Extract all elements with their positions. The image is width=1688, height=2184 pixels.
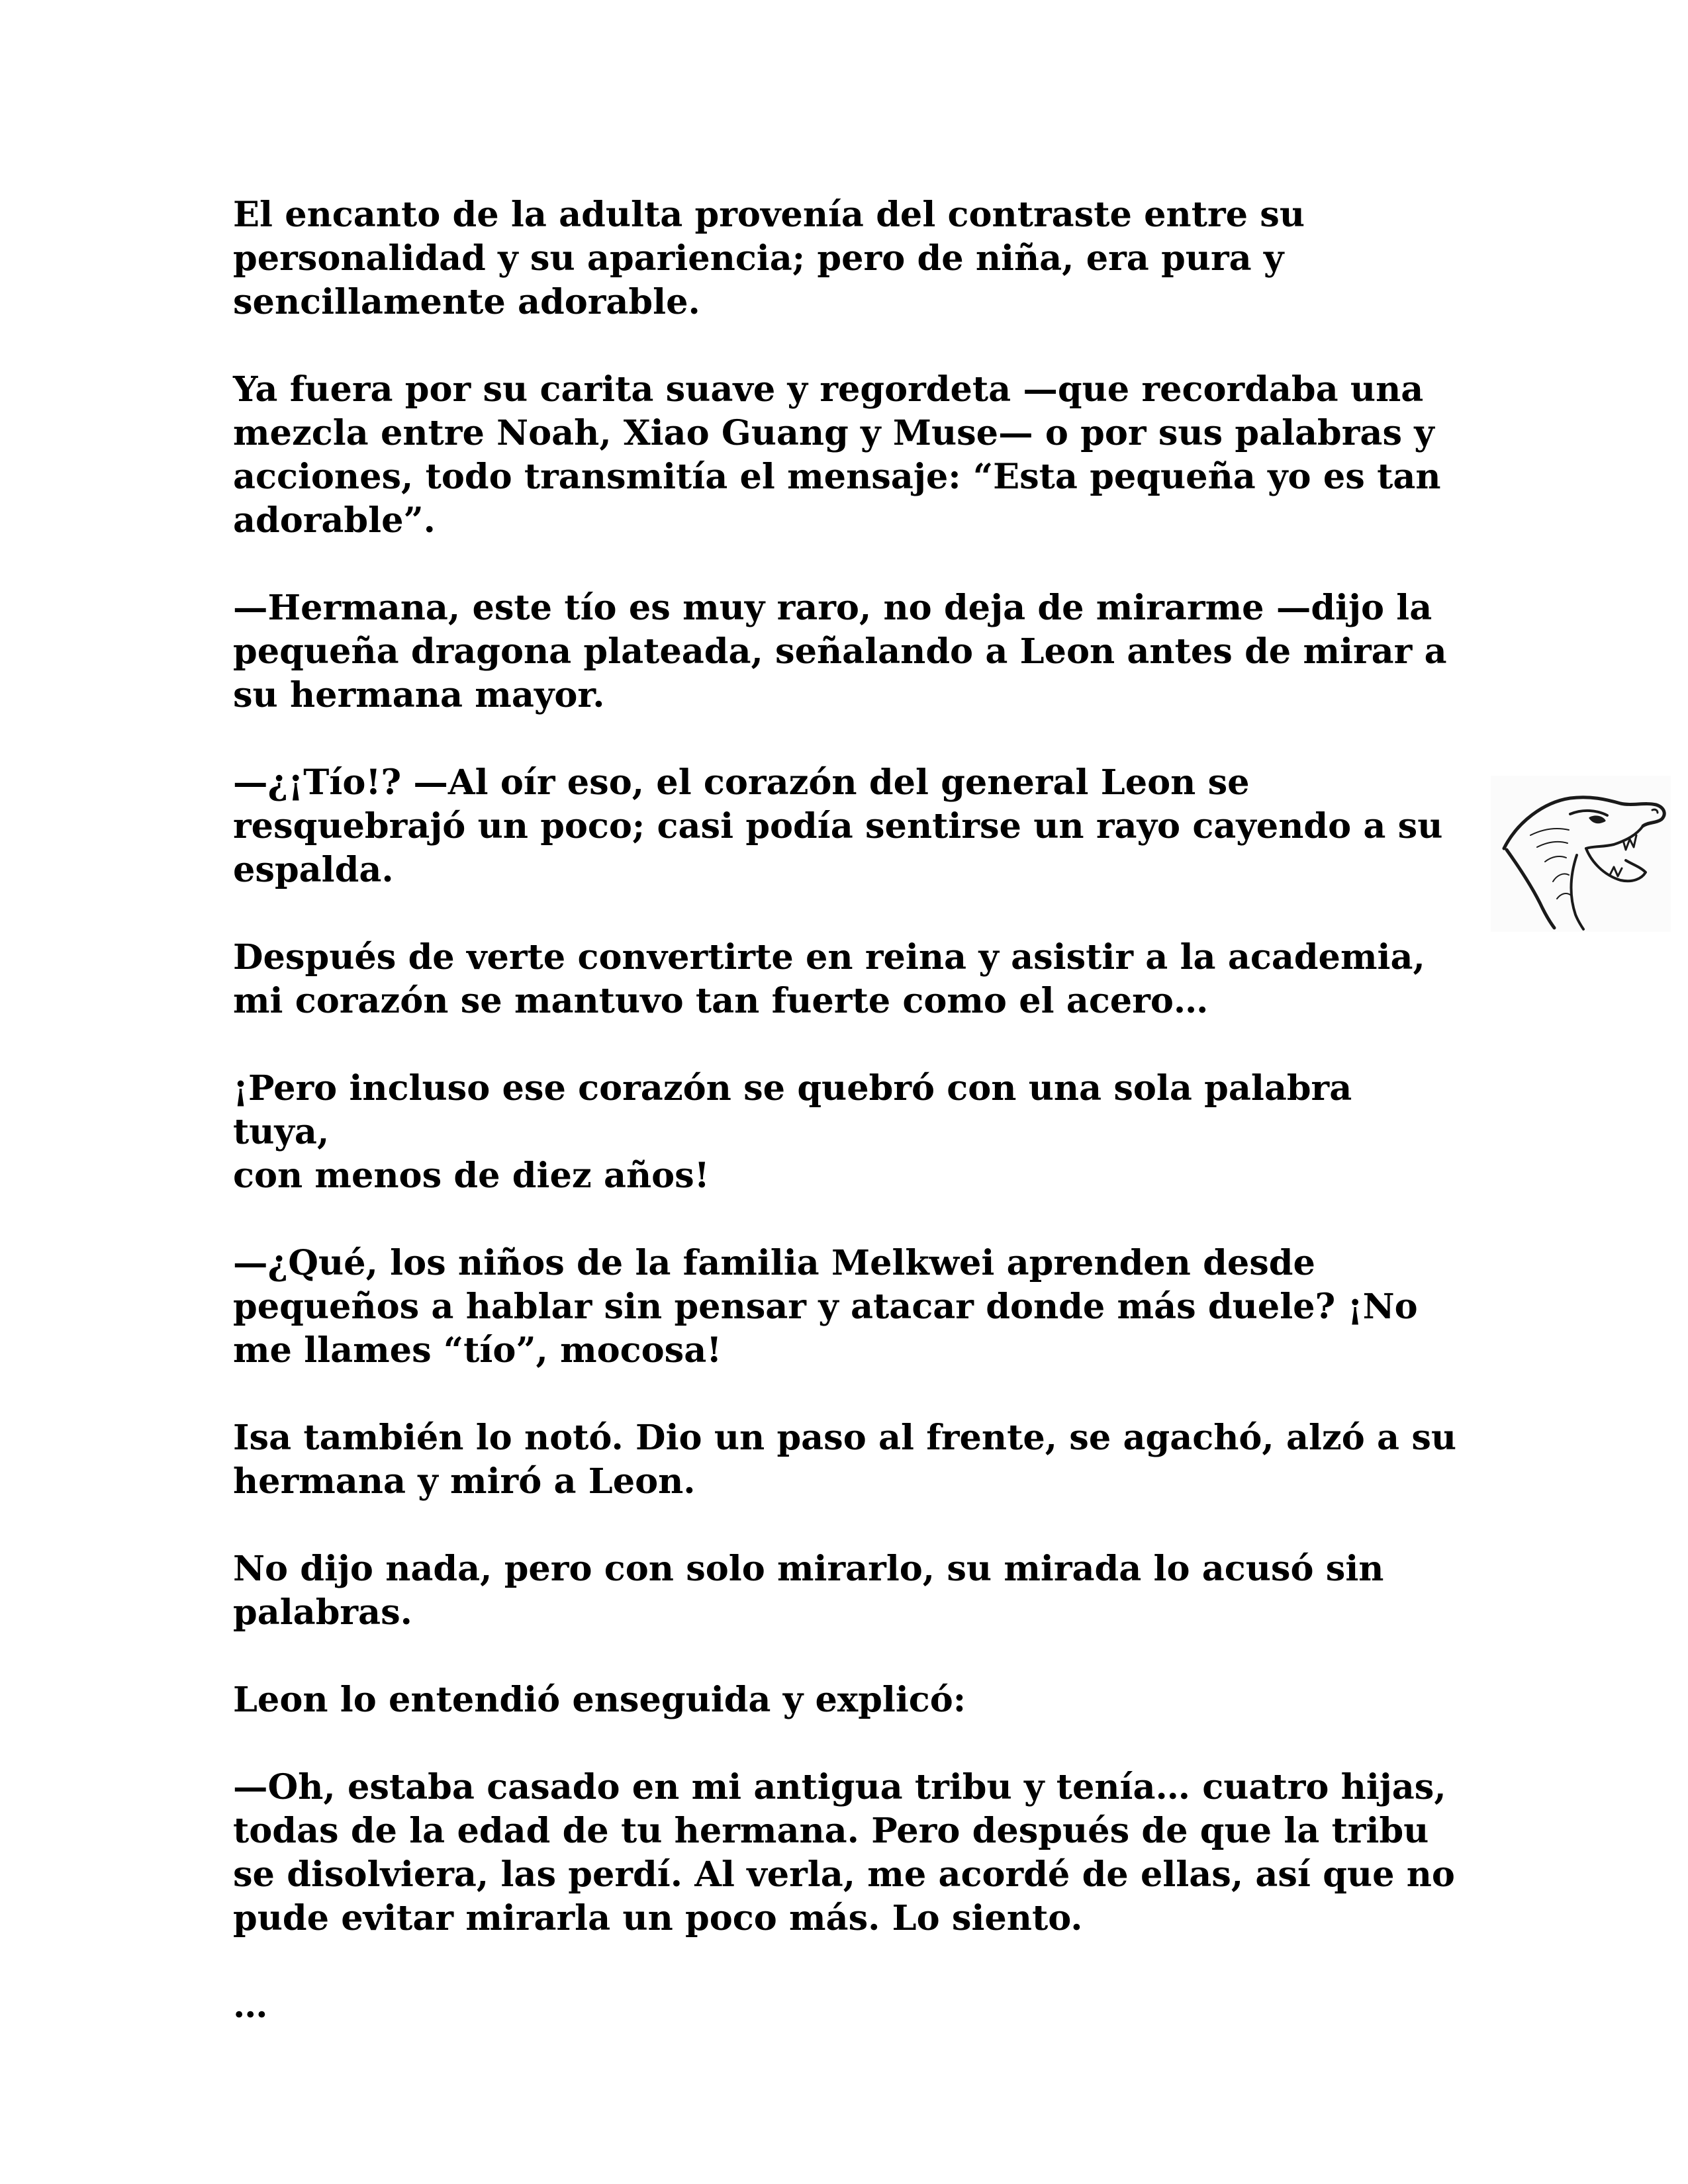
paragraph-1: El encanto de la adulta provenía del contraste entre su personalidad y su apariencia; pero de niña, era pura y sencillamente adorable. xyxy=(233,195,1305,322)
paragraph-ellipsis: … xyxy=(233,1985,268,2026)
paragraph-5: Después de verte convertirte en reina y asistir a la academia, mi corazón se mantuvo tan fuerte como el acero… xyxy=(233,937,1425,1021)
body-text xyxy=(233,193,1458,2028)
paragraph-11: —Oh, estaba casado en mi antigua tribu y tenía… cuatro hijas, todas de la edad de tu hermana. Pero después de que la tribu se disolviera, las perdí. Al verla, me acordé de ellas, así que no pude evitar mirarla un poco más. Lo siento. xyxy=(233,1767,1455,1938)
paragraph-9: No dijo nada, pero con solo mirarlo, su mirada lo acusó sin palabras. xyxy=(233,1549,1384,1633)
paragraph-8: Isa también lo notó. Dio un paso al frente, se agachó, alzó a su hermana y miró a Leon. xyxy=(233,1418,1457,1502)
paragraph-6: ¡Pero incluso ese corazón se quebró con una sola palabra tuya, con menos de diez años! xyxy=(233,1068,1352,1196)
dinosaur-head-sketch-icon xyxy=(1491,776,1671,932)
paragraph-3: —Hermana, este tío es muy raro, no deja de mirarme —dijo la pequeña dragona plateada, señalando a Leon antes de mirar a su hermana mayor. xyxy=(233,588,1447,715)
paragraph-2: Ya fuera por su carita suave y regordeta —que recordaba una mezcla entre Noah, Xiao Guang y Muse— o por sus palabras y acciones, todo transmitía el mensaje: “Esta pequeña yo es tan adorable”. xyxy=(233,369,1441,541)
paragraph-4: —¿¡Tío!? —Al oír eso, el corazón del general Leon se resquebrajó un poco; casi podía sentirse un rayo cayendo a su espalda. xyxy=(233,762,1443,890)
paragraph-7: —¿Qué, los niños de la familia Melkwei aprenden desde pequeños a hablar sin pensar y atacar donde más duele? ¡No me llames “tío”, mocosa! xyxy=(233,1243,1418,1371)
paragraph-10: Leon lo entendió enseguida y explicó: xyxy=(233,1680,966,1720)
